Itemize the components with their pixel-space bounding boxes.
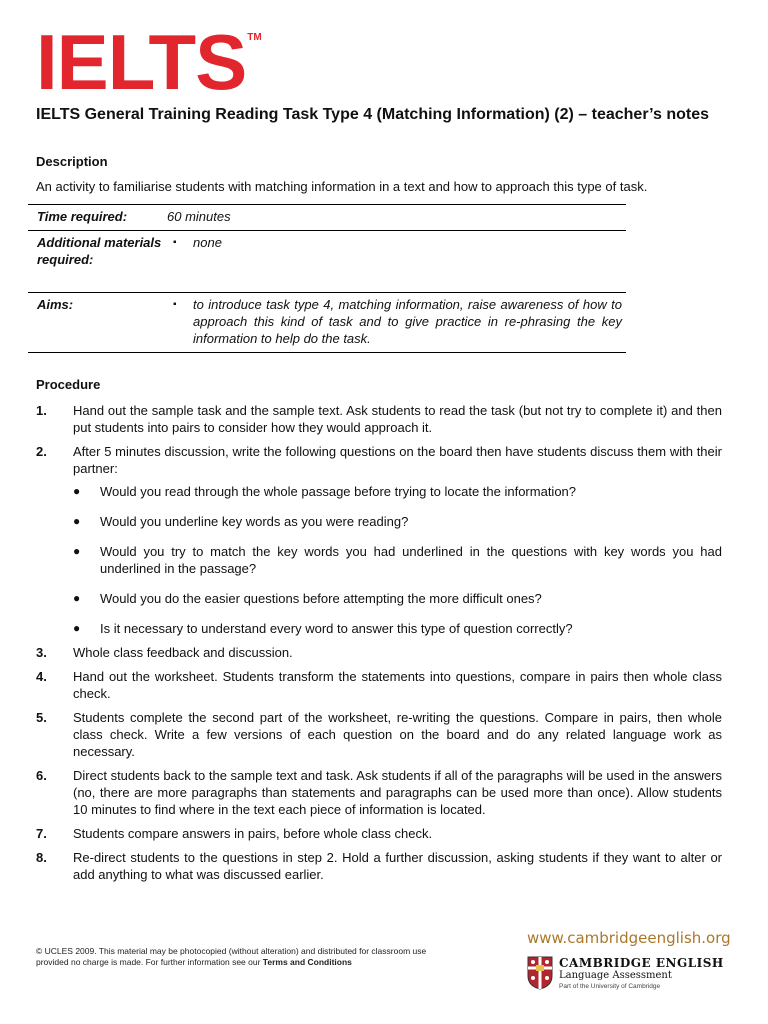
- list-item: [73, 543, 722, 577]
- aims-value: to introduce task type 4, matching information, raise awareness of how to approach this kind of task and to give practice in re-phrasing the key information to help do the task.: [193, 297, 622, 346]
- procedure-step: [36, 443, 722, 637]
- list-item: [73, 483, 722, 500]
- bullet-icon: ●: [73, 621, 81, 635]
- step-number: 7.: [36, 826, 47, 841]
- materials-value: none: [193, 235, 222, 250]
- step-text: Direct students back to the sample text and task. Ask students if all of the paragraphs will be used in the answers (no, there are more paragraphs than statements and paragraphs can be used more than once). Allow students 10 minutes to find where in the text each piece of information is located.: [73, 768, 722, 817]
- step-number: 1.: [36, 403, 47, 418]
- ielts-logo: [36, 18, 262, 106]
- logo-trademark: TM: [247, 32, 262, 43]
- question-text: Would you read through the whole passage before trying to locate the information?: [100, 484, 577, 499]
- procedure-step: [36, 849, 722, 883]
- list-item: [73, 620, 722, 637]
- step-number: 2.: [36, 444, 47, 459]
- step-text: Students compare answers in pairs, before whole class check.: [73, 826, 433, 841]
- step-number: 8.: [36, 850, 47, 865]
- step-number: 6.: [36, 768, 47, 783]
- logo-wordmark: IELTS: [36, 18, 247, 106]
- bullet-square-icon: ▪: [173, 237, 177, 248]
- step-number: 4.: [36, 669, 47, 684]
- cambridge-logo: [527, 956, 724, 991]
- step-text: Students complete the second part of the worksheet, re-writing the questions. Compare in pairs, then whole class check. Write a few versions of each question on the board and do any related language work as necessary.: [73, 710, 722, 759]
- bullet-square-icon: ▪: [173, 299, 177, 310]
- step-text: Whole class feedback and discussion.: [73, 645, 293, 660]
- procedure-heading: Procedure: [36, 377, 101, 392]
- info-table: [28, 204, 626, 353]
- step-text: Re-direct students to the questions in step 2. Hold a further discussion, asking students if they want to alter or add anything to what was discussed earlier.: [73, 850, 722, 882]
- procedure-step: [36, 767, 722, 818]
- brand-name: CAMBRIDGE ENGLISH: [559, 956, 724, 970]
- bullet-icon: ●: [73, 514, 81, 528]
- question-text: Would you underline key words as you were reading?: [100, 514, 409, 529]
- terms-link[interactable]: Terms and Conditions: [262, 957, 352, 967]
- cambridge-shield-icon: [527, 956, 553, 990]
- brand-part-of: Part of the University of Cambridge: [559, 983, 661, 990]
- procedure-step: [36, 709, 722, 760]
- procedure-step: [36, 825, 722, 842]
- cambridge-url-link[interactable]: www.cambridgeenglish.org: [527, 929, 731, 947]
- question-text: Would you try to match the key words you had underlined in the questions with key words you had underlined in the passage?: [100, 544, 722, 576]
- procedure-step: [36, 668, 722, 702]
- question-text: Is it necessary to understand every word to answer this type of question correctly?: [100, 621, 573, 636]
- bullet-icon: ●: [73, 484, 81, 498]
- copyright-text: © UCLES 2009. This material may be photocopied (without alteration) and distributed for classroom use provided no charge is made. For further information see our: [36, 946, 427, 967]
- step-number: 3.: [36, 645, 47, 660]
- aims-label: Aims:: [37, 297, 74, 312]
- list-item: [73, 590, 722, 607]
- list-item: [73, 513, 722, 530]
- procedure-steps: [36, 402, 722, 890]
- bullet-icon: ●: [73, 544, 81, 558]
- description-heading: Description: [36, 154, 108, 169]
- step-number: 5.: [36, 710, 47, 725]
- procedure-step: [36, 644, 722, 661]
- brand-sub: Language Assessment: [559, 970, 672, 981]
- bullet-icon: ●: [73, 591, 81, 605]
- question-list: [73, 483, 722, 637]
- question-text: Would you do the easier questions before attempting the more difficult ones?: [100, 591, 542, 606]
- page-title: IELTS General Training Reading Task Type 4 (Matching Information) (2) – teacher’s notes: [36, 106, 710, 123]
- time-label: Time required:: [37, 209, 128, 224]
- materials-label: Additional materials required:: [37, 235, 162, 267]
- procedure-step: [36, 402, 722, 436]
- description-text: An activity to familiarise students with matching information in a text and how to approach this type of task.: [36, 179, 648, 194]
- step-text: Hand out the worksheet. Students transform the statements into questions, compare in pairs then whole class check.: [73, 669, 722, 701]
- step-text: Hand out the sample task and the sample text. Ask students to read the task (but not try to complete it) and then put students into pairs to consider how they would approach it.: [73, 403, 722, 435]
- step-text: After 5 minutes discussion, write the following questions on the board then have students discuss them with their partner:: [73, 444, 722, 476]
- time-value: 60 minutes: [167, 209, 231, 224]
- copyright-note: [36, 946, 456, 968]
